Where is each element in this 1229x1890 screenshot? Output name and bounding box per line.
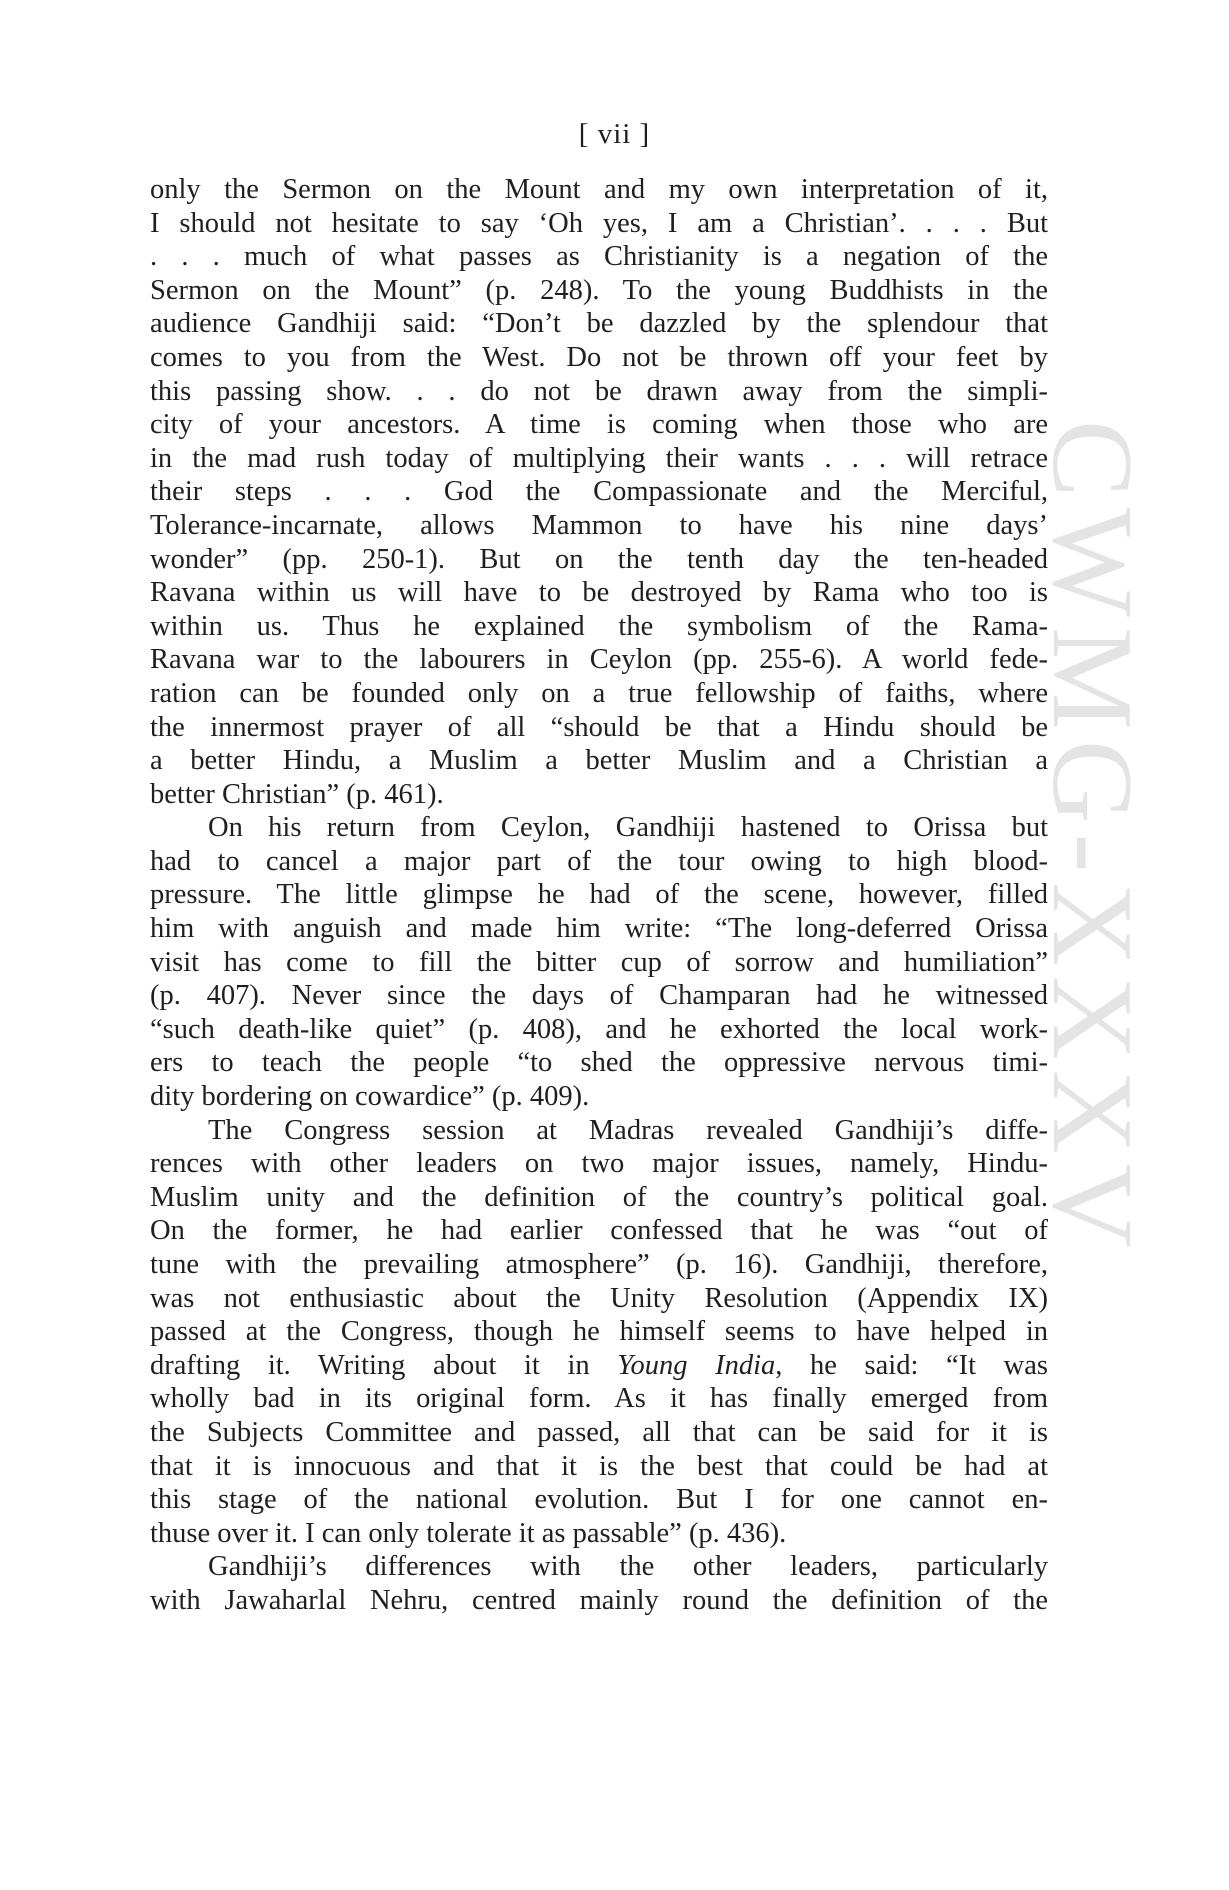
text-line: that it is innocuous and that it is the best that could be had at <box>150 1450 1048 1482</box>
text-line: . . . much of what passes as Christianity is a negation of the <box>150 241 1048 273</box>
text-line: comes to you from the West. Do not be thrown off your feet by <box>150 341 1048 373</box>
text-line: The Congress session at Madras revealed Gandhiji’s diffe- <box>208 1114 1048 1146</box>
text-line: Ravana within us will have to be destroyed by Rama who too is <box>150 577 1048 609</box>
text-line: visit has come to fill the bitter cup of sorrow and humiliation” <box>150 946 1048 978</box>
text-line: On his return from Ceylon, Gandhiji hastened to Orissa but <box>208 812 1048 844</box>
text-line: audience Gandhiji said: “Don’t be dazzled by the splendour that <box>150 308 1048 340</box>
text-line: Sermon on the Mount” (p. 248). To the young Buddhists in the <box>150 274 1048 306</box>
text-line: thuse over it. I can only tolerate it as passable” (p. 436). <box>150 1517 787 1549</box>
text-line: rences with other leaders on two major issues, namely, Hindu- <box>150 1148 1048 1180</box>
text-line: (p. 407). Never since the days of Champaran had he witnessed <box>150 980 1048 1012</box>
text-line: Tolerance-incarnate, allows Mammon to have his nine days’ <box>150 509 1048 541</box>
paragraph-3 <box>150 1114 1048 1551</box>
text-line: I should not hesitate to say ‘Oh yes, I am a Christian’. . . . But <box>150 207 1048 239</box>
text-line: a better Hindu, a Muslim a better Muslim and a Christian a <box>150 745 1048 777</box>
paragraph-4 <box>150 1550 1048 1617</box>
text-line: ration can be founded only on a true fellowship of faiths, where <box>150 677 1048 709</box>
text-segment: , he said: “It was <box>775 1349 1048 1381</box>
text-line: ers to teach the people “to shed the oppressive nervous timi- <box>150 1047 1048 1079</box>
text-line: only the Sermon on the Mount and my own interpretation of it, <box>150 174 1048 205</box>
text-line-with-title <box>150 1349 1048 1383</box>
text-line: passed at the Congress, though he himself seems to have helped in <box>150 1316 1048 1348</box>
text-line: city of your ancestors. A time is coming when those who are <box>150 409 1048 441</box>
text-line: had to cancel a major part of the tour owing to high blood- <box>150 845 1048 877</box>
text-line: wonder” (pp. 250-1). But on the tenth day the ten-headed <box>150 543 1048 575</box>
text-line: On the former, he had earlier confessed that he was “out of <box>150 1215 1048 1247</box>
text-line: wholly bad in its original form. As it has finally emerged from <box>150 1383 1048 1415</box>
text-line: this stage of the national evolution. But I for one cannot en- <box>150 1484 1048 1516</box>
publication-title: Young India <box>617 1349 776 1381</box>
text-line: “such death-like quiet” (p. 408), and he exhorted the local work- <box>150 1013 1048 1045</box>
text-line: Muslim unity and the definition of the country’s political goal. <box>150 1181 1048 1213</box>
body-text <box>150 173 1048 1618</box>
page-number: [ vii ] <box>578 118 651 150</box>
text-segment: drafting it. Writing about it in <box>150 1349 618 1381</box>
paragraph-2 <box>150 811 1048 1113</box>
text-line: tune with the prevailing atmosphere” (p. 16). Gandhiji, therefore, <box>150 1249 1048 1280</box>
text-line: pressure. The little glimpse he had of the scene, however, filled <box>150 879 1048 911</box>
watermark: CWMG-XXXV <box>1028 420 1156 1258</box>
text-line: within us. Thus he explained the symbolism of the Rama- <box>150 610 1048 642</box>
text-line: this passing show. . . do not be drawn away from the simpli- <box>150 375 1048 407</box>
text-line: was not enthusiastic about the Unity Resolution (Appendix IX) <box>150 1282 1048 1314</box>
text-line: Gandhiji’s differences with the other leaders, particularly <box>208 1551 1048 1583</box>
text-line: the Subjects Committee and passed, all that can be said for it is <box>150 1416 1048 1448</box>
text-line: dity bordering on cowardice” (p. 409). <box>150 1081 590 1113</box>
text-line: the innermost prayer of all “should be that a Hindu should be <box>150 711 1048 743</box>
text-line: Ravana war to the labourers in Ceylon (pp. 255-6). A world fede- <box>150 644 1048 676</box>
paragraph-1 <box>150 173 1048 811</box>
text-line: in the mad rush today of multiplying their wants . . . will retrace <box>150 442 1048 474</box>
text-line: their steps . . . God the Compassionate and the Merciful, <box>150 476 1048 508</box>
text-line: him with anguish and made him write: “The long-deferred Orissa <box>150 913 1048 945</box>
text-line: with Jawaharlal Nehru, centred mainly round the definition of the <box>150 1584 1048 1616</box>
text-line: better Christian” (p. 461). <box>150 778 444 810</box>
